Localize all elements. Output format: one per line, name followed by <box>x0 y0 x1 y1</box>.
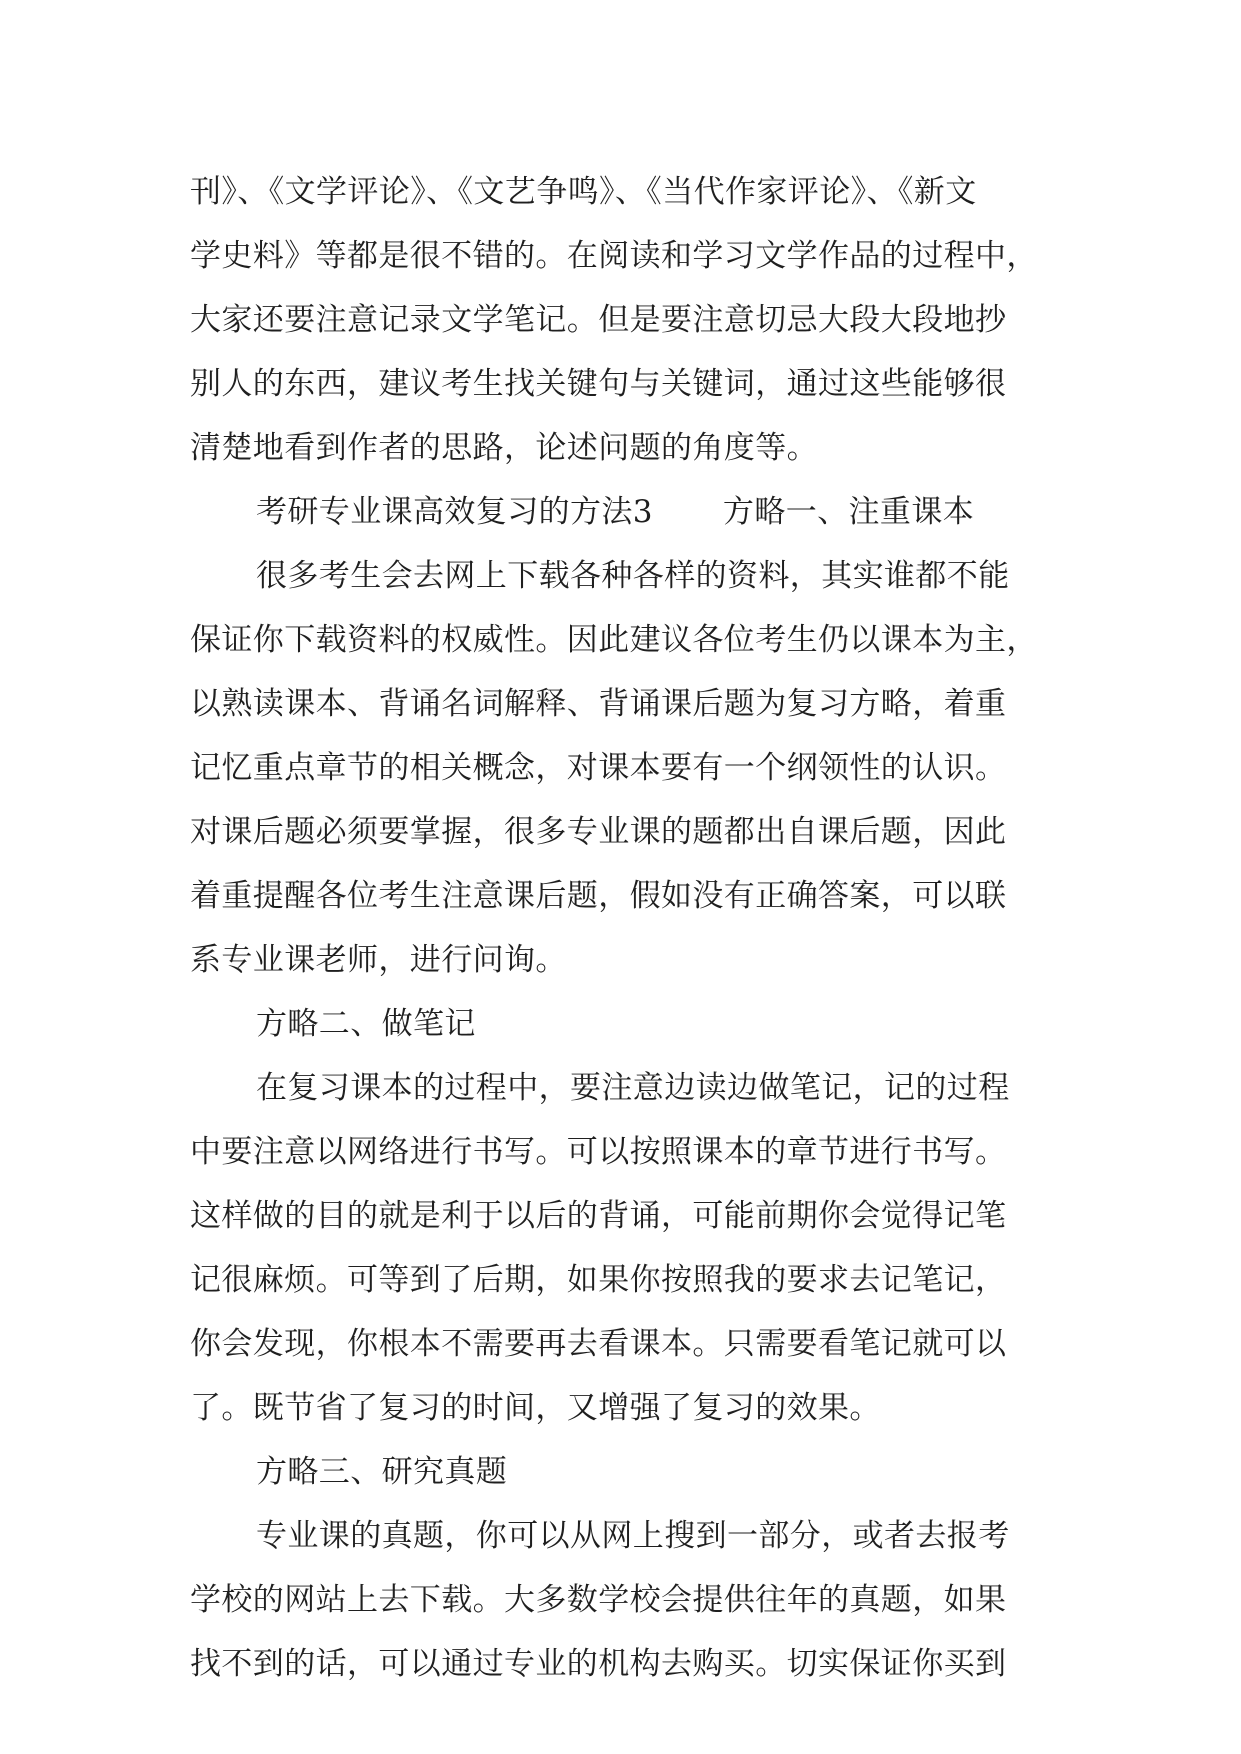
paragraph-line: 这样做的目的就是利于以后的背诵，可能前期你会觉得记笔 <box>190 1198 1007 1234</box>
text-line: 清楚地看到作者的思路，论述问题的角度等。 <box>190 430 818 466</box>
paragraph-line: 在复习课本的过程中，要注意边读边做笔记，记的过程 <box>256 1070 1010 1106</box>
paragraph-line: 记忆重点章节的相关概念，对课本要有一个纲领性的认识。 <box>190 750 1007 786</box>
text-line: 大家还要注意记录文学笔记。但是要注意切忌大段大段地抄 <box>190 302 1007 338</box>
paragraph-line: 了。既节省了复习的时间，又增强了复习的效果。 <box>190 1390 881 1426</box>
paragraph-line: 保证你下载资料的权威性。因此建议各位考生仍以课本为主， <box>190 622 1038 658</box>
text-line: 别人的东西，建议考生找关键句与关键词，通过这些能够很 <box>190 366 1007 402</box>
paragraph-line: 找不到的话，可以通过专业的机构去购买。切实保证你买到 <box>190 1646 1007 1682</box>
paragraph-line: 专业课的真题，你可以从网上搜到一部分，或者去报考 <box>256 1518 1010 1554</box>
text-line: 学史料》等都是很不错的。在阅读和学习文学作品的过程中， <box>190 238 1038 274</box>
paragraph-line: 着重提醒各位考生注意课后题，假如没有正确答案，可以联 <box>190 878 1007 914</box>
paragraph-line: 记很麻烦。可等到了后期，如果你按照我的要求去记笔记， <box>190 1262 1007 1298</box>
subheading: 方略二、做笔记 <box>256 1006 476 1042</box>
paragraph-line: 中要注意以网络进行书写。可以按照课本的章节进行书写。 <box>190 1134 1007 1170</box>
subheading: 方略三、研究真题 <box>256 1454 508 1490</box>
section-title: 考研专业课高效复习的方法3 <box>256 494 653 530</box>
paragraph-line: 对课后题必须要掌握，很多专业课的题都出自课后题，因此 <box>190 814 1007 850</box>
paragraph-line: 学校的网站上去下载。大多数学校会提供往年的真题，如果 <box>190 1582 1007 1618</box>
paragraph-line: 你会发现，你根本不需要再去看课本。只需要看笔记就可以 <box>190 1326 1007 1362</box>
text-line: 刊》、《文学评论》、《文艺争鸣》、《当代作家评论》、《新文 <box>190 174 977 210</box>
paragraph-line: 系专业课老师，进行问询。 <box>190 942 567 978</box>
paragraph-line: 很多考生会去网上下载各种各样的资料，其实谁都不能 <box>256 558 1010 594</box>
section-subtitle: 方略一、注重课本 <box>722 494 975 530</box>
document-body <box>190 160 1052 1696</box>
paragraph-line: 以熟读课本、背诵名词解释、背诵课后题为复习方略，着重 <box>190 686 1007 722</box>
section-heading <box>190 480 1052 544</box>
